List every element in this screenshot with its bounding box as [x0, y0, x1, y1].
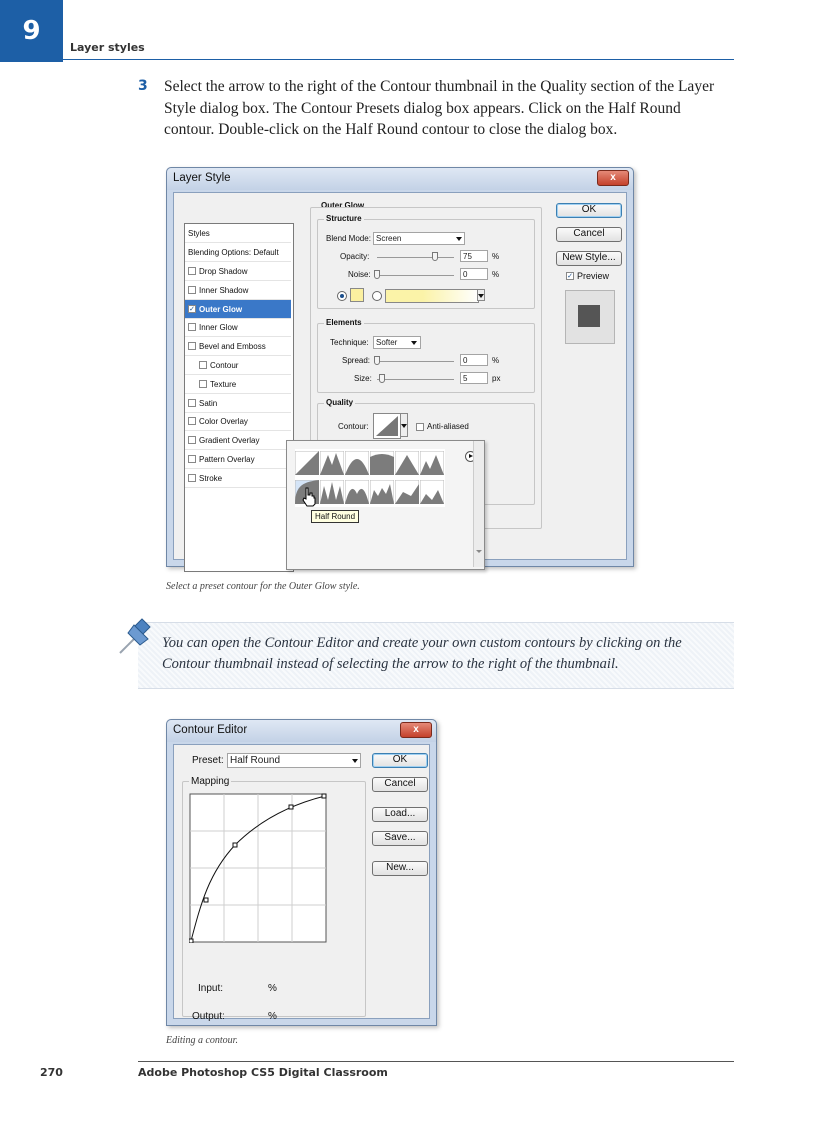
mapping-label: Mapping: [191, 776, 230, 787]
style-checkbox[interactable]: [199, 361, 207, 369]
contour-editor-title: Contour Editor: [173, 724, 248, 736]
contour-preset[interactable]: [320, 480, 344, 504]
chevron-down-icon: [478, 294, 484, 298]
opacity-field[interactable]: 75: [460, 250, 488, 262]
preset-label: Preset:: [192, 755, 224, 766]
blend-mode-select[interactable]: Screen: [373, 232, 465, 245]
style-item-satin[interactable]: [185, 394, 291, 413]
figure-caption-2: Editing a contour.: [166, 1035, 238, 1046]
size-slider-thumb[interactable]: [379, 374, 385, 383]
contour-label: Contour:: [338, 422, 369, 431]
style-item-drop-shadow[interactable]: [185, 262, 291, 281]
style-item-label: Inner Glow: [199, 323, 238, 333]
size-label: Size:: [354, 374, 372, 383]
cancel-button[interactable]: Cancel: [556, 227, 622, 242]
gradient-dropdown-button[interactable]: [477, 289, 485, 301]
chevron-down-icon: [456, 237, 462, 241]
cancel-button[interactable]: Cancel: [372, 777, 428, 792]
chevron-down-icon: [352, 759, 358, 763]
style-item-label: Drop Shadow: [199, 267, 248, 276]
technique-select[interactable]: Softer: [373, 336, 421, 349]
close-button[interactable]: x: [400, 722, 432, 738]
spread-slider-thumb[interactable]: [374, 356, 380, 365]
style-item-contour[interactable]: [185, 356, 291, 375]
style-item-label: Texture: [210, 379, 237, 389]
contour-thumbnail[interactable]: [373, 413, 401, 439]
book-title: Adobe Photoshop CS5 Digital Classroom: [138, 1066, 388, 1079]
contour-graph[interactable]: [189, 793, 327, 943]
ok-button[interactable]: OK: [372, 753, 428, 768]
technique-label: Technique:: [330, 338, 369, 347]
new-style-button[interactable]: New Style...: [556, 251, 622, 266]
pushpin-icon: [112, 611, 162, 661]
noise-slider-thumb[interactable]: [374, 270, 380, 279]
spread-slider-track[interactable]: [377, 361, 454, 362]
load-button[interactable]: Load...: [372, 807, 428, 822]
style-item-label: Outer Glow: [199, 304, 243, 314]
contour-preset[interactable]: [370, 451, 394, 475]
chevron-down-icon: [401, 424, 407, 428]
contour-editor-client: [173, 744, 430, 1022]
blend-mode-label: Blend Mode:: [326, 234, 371, 243]
contour-preset[interactable]: [295, 451, 319, 475]
color-radio[interactable]: [337, 291, 347, 301]
style-checkbox[interactable]: ✓: [189, 305, 195, 313]
style-checkbox[interactable]: [188, 436, 196, 444]
gradient-picker[interactable]: [385, 289, 479, 303]
elements-label: Elements: [326, 318, 362, 327]
tip-box: [138, 622, 734, 689]
style-checkbox[interactable]: [188, 455, 196, 463]
output-label: Output:: [192, 1011, 225, 1022]
percent-label: %: [492, 270, 500, 279]
contour-preset[interactable]: [345, 480, 369, 504]
anti-aliased-checkbox[interactable]: [416, 423, 424, 431]
style-item-texture[interactable]: [185, 375, 291, 394]
tip-text: You can open the Contour Editor and create your own custom contours by clicking on the Contour thumbnail instead of selecting the arrow to the right of the thumbnail.: [162, 635, 682, 672]
style-item-label: Bevel and Emboss: [199, 342, 266, 352]
preview-label: Preview: [577, 271, 610, 281]
size-slider-track[interactable]: [377, 379, 454, 380]
contour-presets-popup: [286, 440, 485, 570]
style-item-pattern-overlay[interactable]: [185, 450, 291, 469]
spread-label: Spread:: [342, 356, 371, 365]
anti-aliased-label: Anti-aliased: [427, 422, 469, 431]
header-rule: [63, 59, 734, 60]
ok-button[interactable]: OK: [556, 203, 622, 218]
contour-preset[interactable]: [370, 480, 394, 504]
style-item-label: Satin: [199, 398, 218, 408]
style-checkbox[interactable]: [188, 342, 196, 350]
outer-glow-heading: Outer Glow: [321, 201, 365, 210]
style-checkbox[interactable]: [188, 323, 196, 331]
style-item-color-overlay[interactable]: [185, 412, 291, 431]
preset-select[interactable]: Half Round: [227, 753, 361, 768]
px-label: px: [492, 374, 501, 383]
presets-scrollbar[interactable]: [473, 441, 484, 567]
spread-field[interactable]: 0: [460, 354, 488, 366]
opacity-label: Opacity:: [340, 252, 370, 261]
chapter-title: Layer styles: [70, 41, 145, 54]
close-button[interactable]: x: [597, 170, 629, 186]
opacity-slider-track[interactable]: [377, 257, 454, 258]
percent-label: %: [492, 252, 500, 261]
contour-preset[interactable]: [395, 451, 419, 475]
structure-label: Structure: [326, 214, 362, 223]
footer-rule: [138, 1061, 734, 1062]
layer-style-titlebar: [167, 168, 633, 190]
input-percent: %: [268, 983, 277, 994]
size-field[interactable]: 5: [460, 372, 488, 384]
styles-header[interactable]: Styles: [185, 224, 291, 243]
style-item-outer-glow[interactable]: [185, 300, 291, 319]
style-item-bevel-and-emboss[interactable]: [185, 337, 291, 356]
chapter-number: 9: [0, 0, 63, 62]
style-item-label: Pattern Overlay: [199, 455, 255, 464]
opacity-slider-thumb[interactable]: [432, 252, 438, 261]
input-label: Input:: [198, 983, 224, 994]
contour-preset[interactable]: [420, 451, 444, 475]
contour-editor-dialog: [166, 719, 437, 1026]
contour-preset[interactable]: [320, 451, 344, 475]
preview-checkbox[interactable]: ✓: [567, 273, 573, 280]
style-checkbox[interactable]: [188, 267, 196, 275]
preview-swatch: [578, 305, 600, 327]
step-text: Select the arrow to the right of the Contour thumbnail in the Quality section of the Layer Style dialog box. The Contour Presets dialog box appears. Click on the Half Round contour. Double-click on the Half Round contour to close the dialog box.: [164, 78, 715, 138]
style-checkbox[interactable]: [188, 399, 196, 407]
half-round-tooltip: Half Round: [311, 510, 359, 523]
new-button[interactable]: New...: [372, 861, 428, 876]
style-checkbox[interactable]: [199, 380, 207, 388]
styles-list: [184, 223, 294, 572]
style-item-gradient-overlay[interactable]: [185, 431, 291, 450]
style-item-label: Inner Shadow: [199, 285, 249, 295]
style-item-label: Gradient Overlay: [199, 436, 260, 446]
contour-curve-icon: [374, 414, 400, 438]
percent-label: %: [492, 356, 500, 365]
style-item-label: Contour: [210, 361, 239, 370]
style-item-label: Stroke: [199, 473, 223, 483]
figure-caption-1: Select a preset contour for the Outer Glow style.: [166, 581, 360, 592]
glow-color-swatch[interactable]: [350, 288, 364, 302]
page-number: 270: [40, 1066, 63, 1079]
style-checkbox[interactable]: [188, 474, 196, 482]
step-number: 3: [138, 78, 148, 94]
layer-style-title: Layer Style: [173, 172, 231, 184]
blending-options[interactable]: Blending Options: Default: [185, 243, 291, 262]
contour-dropdown-arrow[interactable]: [400, 413, 408, 437]
style-item-inner-glow[interactable]: [185, 318, 291, 337]
contour-preset[interactable]: [420, 480, 444, 504]
contour-preset[interactable]: [395, 480, 419, 504]
hand-cursor-icon: [301, 487, 317, 507]
chevron-down-icon: [411, 341, 417, 345]
quality-label: Quality: [326, 398, 354, 407]
output-percent: %: [268, 1011, 277, 1022]
style-preview: [565, 290, 615, 344]
style-checkbox[interactable]: [188, 417, 196, 425]
style-item-label: Color Overlay: [199, 417, 248, 427]
contour-preset-grid: [295, 449, 445, 507]
noise-field[interactable]: 0: [460, 268, 488, 280]
noise-slider-track[interactable]: [377, 275, 454, 276]
contour-preset[interactable]: [345, 451, 369, 475]
scroll-down-icon[interactable]: [476, 550, 482, 553]
noise-label: Noise:: [348, 270, 371, 279]
save-button[interactable]: Save...: [372, 831, 428, 846]
style-checkbox[interactable]: [188, 286, 196, 294]
gradient-radio[interactable]: [372, 291, 382, 301]
style-item-stroke[interactable]: [185, 469, 291, 488]
contour-editor-titlebar: [167, 720, 436, 742]
style-item-inner-shadow[interactable]: [185, 281, 291, 300]
